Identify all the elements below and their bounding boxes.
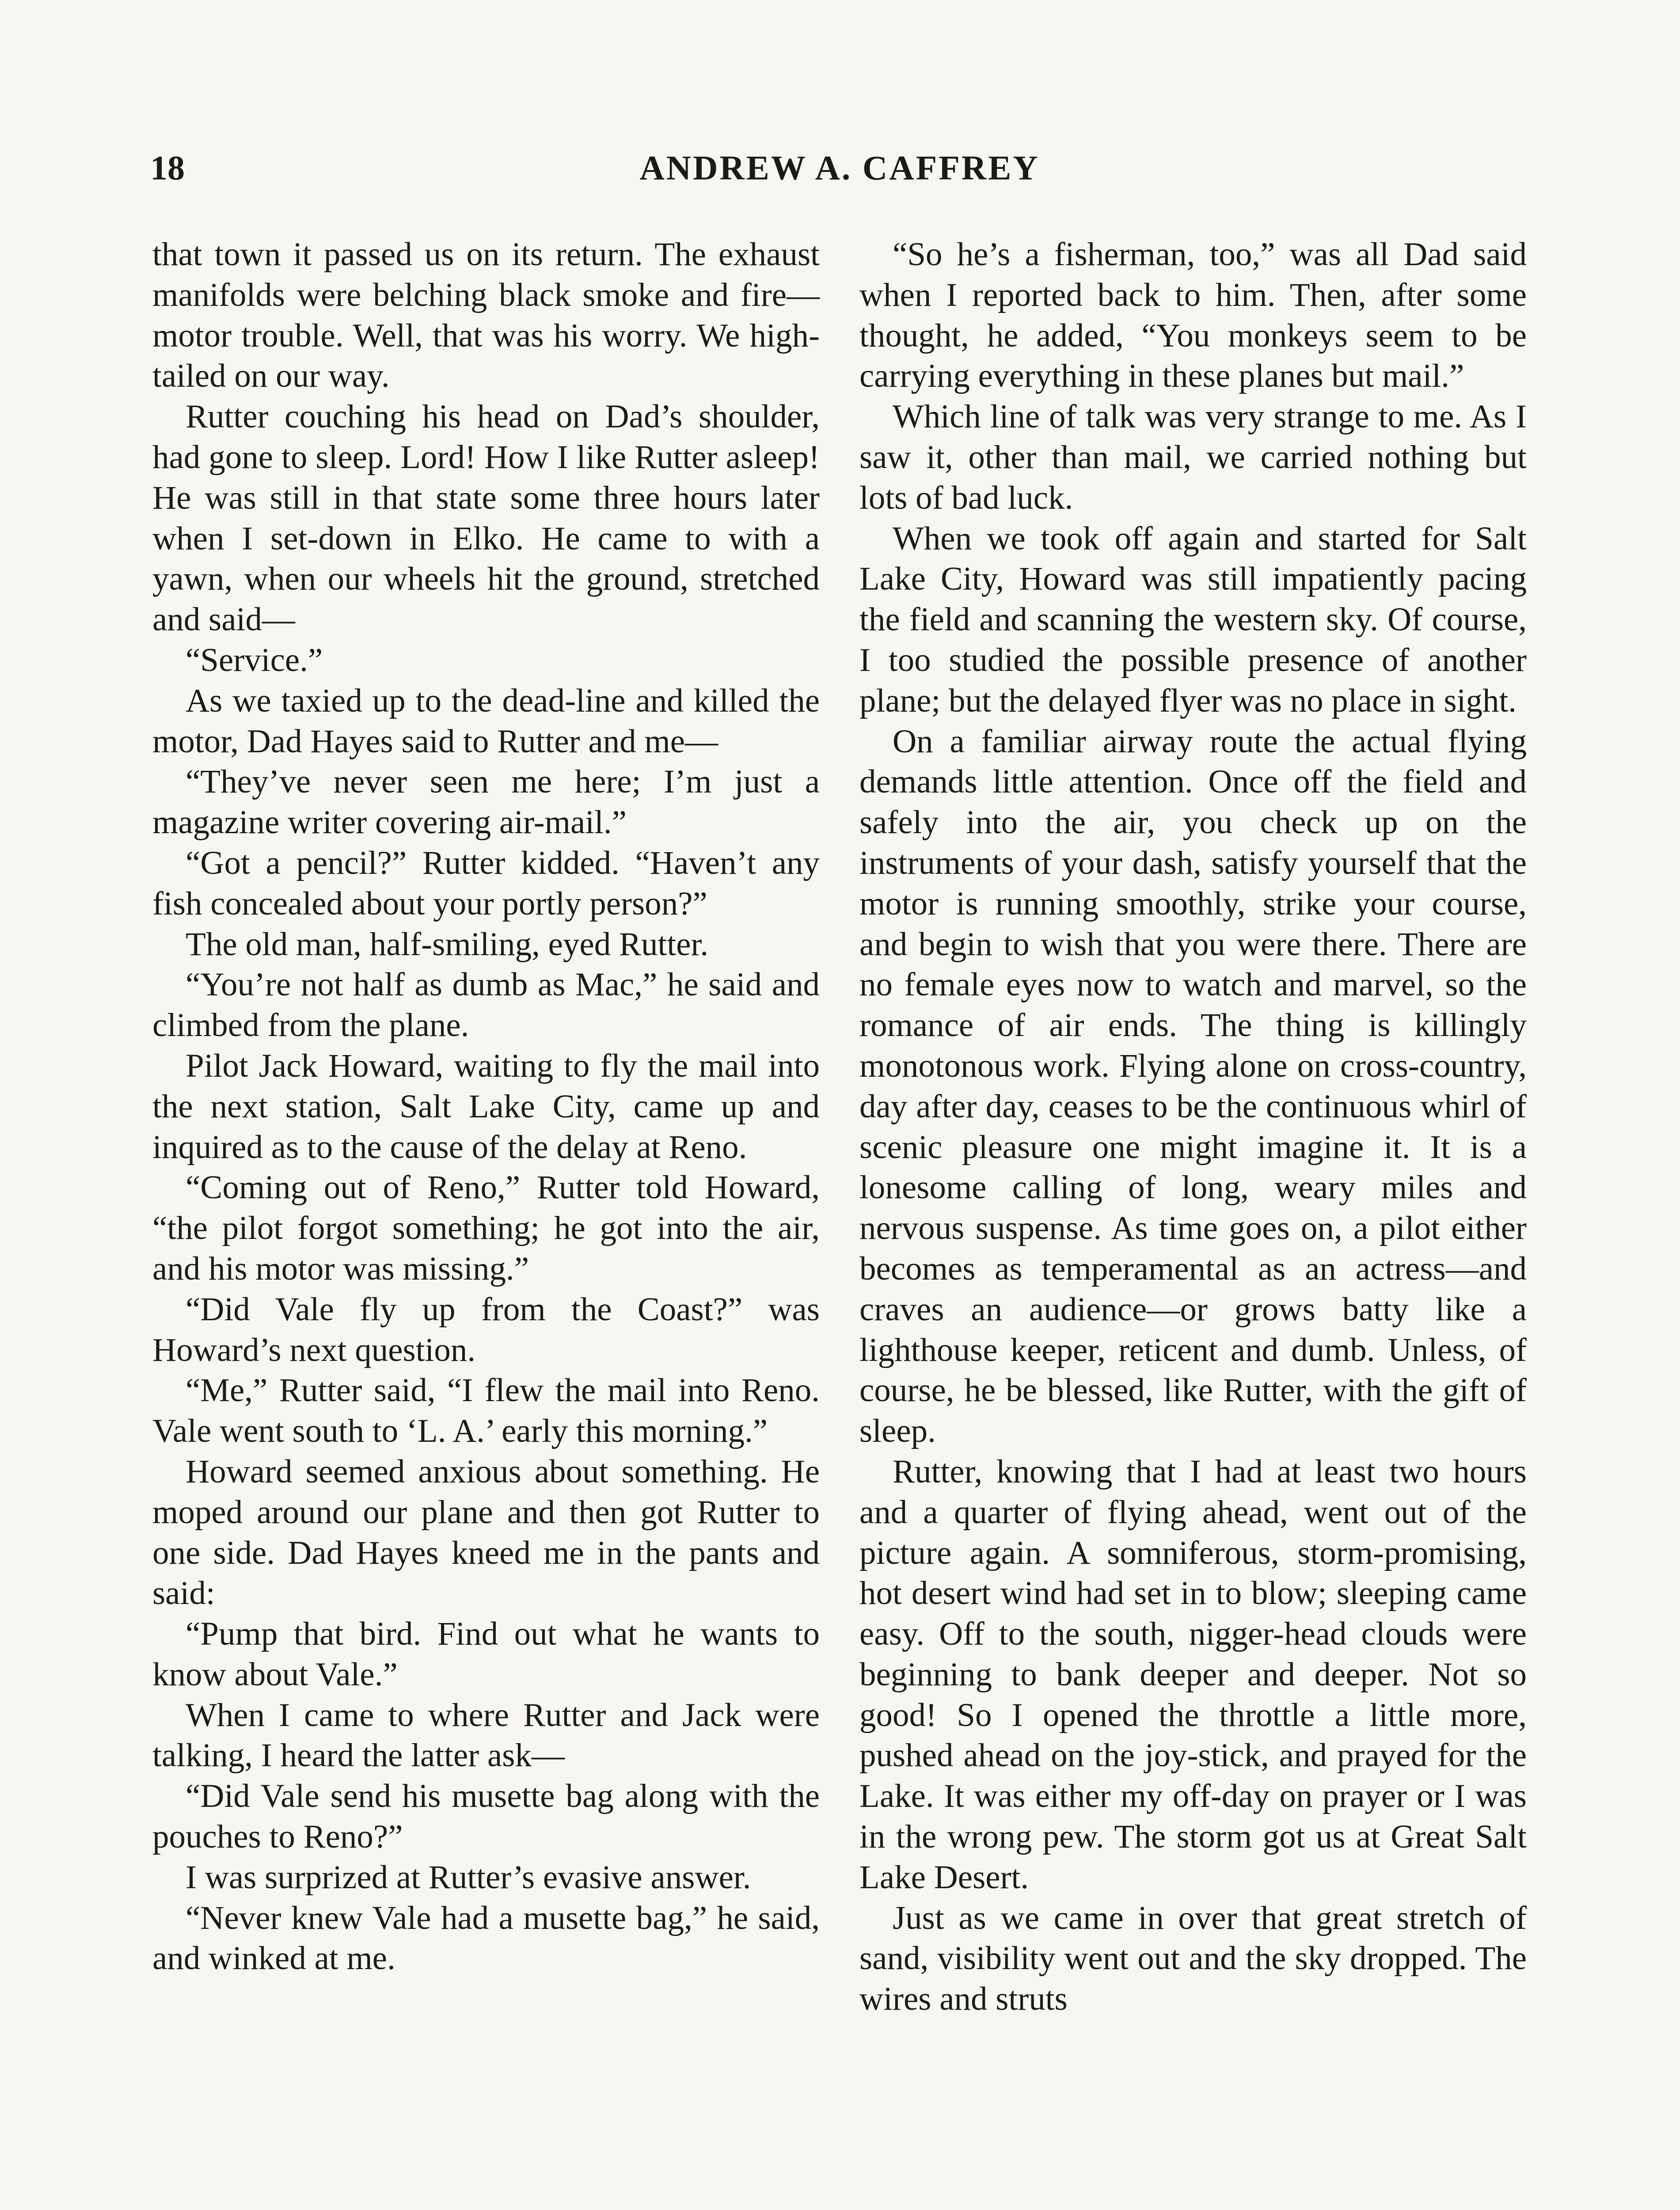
paragraph: I was surprized at Rutter’s evasive answer. xyxy=(186,1859,751,1896)
paragraph: “Service.” xyxy=(186,641,323,678)
right-column xyxy=(859,234,1527,2019)
paragraph: When I came to where Rutter and Jack were talking, I heard the latter ask— xyxy=(152,1696,820,1774)
paragraph: “Coming out of Reno,” Rutter told Howard, “the pilot forgot something; he got into the air, and his motor was missing.” xyxy=(152,1169,820,1287)
paragraph: that town it passed us on its return. The exhaust manifolds were belching black smoke and fire—motor trouble. Well, that was his worry. We high-tailed on our way. xyxy=(152,236,820,395)
running-head xyxy=(150,144,1529,192)
paragraph: The old man, half-smiling, eyed Rutter. xyxy=(186,926,709,963)
paragraph: “Never knew Vale had a musette bag,” he said, and winked at me. xyxy=(152,1899,820,1977)
paragraph: “Did Vale send his musette bag along with the pouches to Reno?” xyxy=(152,1778,820,1856)
paragraph: When we took off again and started for Salt Lake City, Howard was still impatiently pacing the field and scanning the western sky. Of course, I too studied the possible presence of another plane; but the delayed flyer was no place in sight. xyxy=(859,520,1527,719)
paragraph: Rutter, knowing that I had at least two hours and a quarter of flying ahead, went out of the picture again. A somniferous, storm-promising, hot desert wind had set in to blow; sleeping came easy. Off to the south, nigger-head clouds were beginning to bank deeper and deeper. Not so good! So I opened the throttle a little more, pushed ahead on the joy-stick, and prayed for the Lake. It was either my off-day on prayer or I was in the wrong pew. The storm got us at Great Salt Lake Desert. xyxy=(859,1453,1527,1896)
paragraph: “Did Vale fly up from the Coast?” was Howard’s next question. xyxy=(152,1291,820,1368)
paragraph: “Pump that bird. Find out what he wants to know about Vale.” xyxy=(152,1616,820,1693)
running-title: ANDREW A. CAFFREY xyxy=(639,149,1040,187)
paragraph: “You’re not half as dumb as Mac,” he said and climbed from the plane. xyxy=(152,966,820,1044)
paragraph: Howard seemed anxious about something. He moped around our plane and then got Rutter to one side. Dad Hayes kneed me in the pants and said: xyxy=(152,1453,820,1612)
paragraph: Which line of talk was very strange to me. As I saw it, other than mail, we carried nothing but lots of bad luck. xyxy=(859,398,1527,516)
page-number: 18 xyxy=(150,149,185,187)
paragraph: “They’ve never seen me here; I’m just a magazine writer covering air-mail.” xyxy=(152,763,820,841)
paragraph: “So he’s a fisherman, too,” was all Dad said when I reported back to him. Then, after some thought, he added, “You monkeys seem to be carrying everything in these planes but mail.” xyxy=(859,236,1527,395)
paragraph: On a familiar airway route the actual flying demands little attention. Once off the field and safely into the air, you check up on the instruments of your dash, satisfy yourself that the motor is running smoothly, strike your course, and begin to wish that you were there. There are no female eyes now to watch and marvel, so the romance of air ends. The thing is killingly monotonous work. Flying alone on cross-country, day after day, ceases to be the continuous whirl of scenic pleasure one might imagine it. It is a lonesome calling of long, weary miles and nervous suspense. As time goes on, a pilot either becomes as temperamental as an actress—and craves an audience—or grows batty like a lighthouse keeper, reticent and dumb. Unless, of course, he be blessed, like Rutter, with the gift of sleep. xyxy=(859,723,1527,1450)
paragraph: Just as we came in over that great stretch of sand, visibility went out and the sky dropped. The wires and struts xyxy=(859,1899,1527,2018)
paragraph: “Me,” Rutter said, “I flew the mail into Reno. Vale went south to ‘L. A.’ early this morning.” xyxy=(152,1372,820,1450)
paragraph: As we taxied up to the dead-line and killed the motor, Dad Hayes said to Rutter and me— xyxy=(152,682,820,760)
paragraph: “Got a pencil?” Rutter kidded. “Haven’t any fish concealed about your portly person?” xyxy=(152,844,820,922)
left-column xyxy=(152,234,820,1979)
paragraph: Pilot Jack Howard, waiting to fly the mail into the next station, Salt Lake City, came up and inquired as to the cause of the delay at Reno. xyxy=(152,1047,820,1166)
paragraph: Rutter couching his head on Dad’s shoulder, had gone to sleep. Lord! How I like Rutter asleep! He was still in that state some three hours later when I set-down in Elko. He came to with a yawn, when our wheels hit the ground, stretched and said— xyxy=(152,398,820,638)
